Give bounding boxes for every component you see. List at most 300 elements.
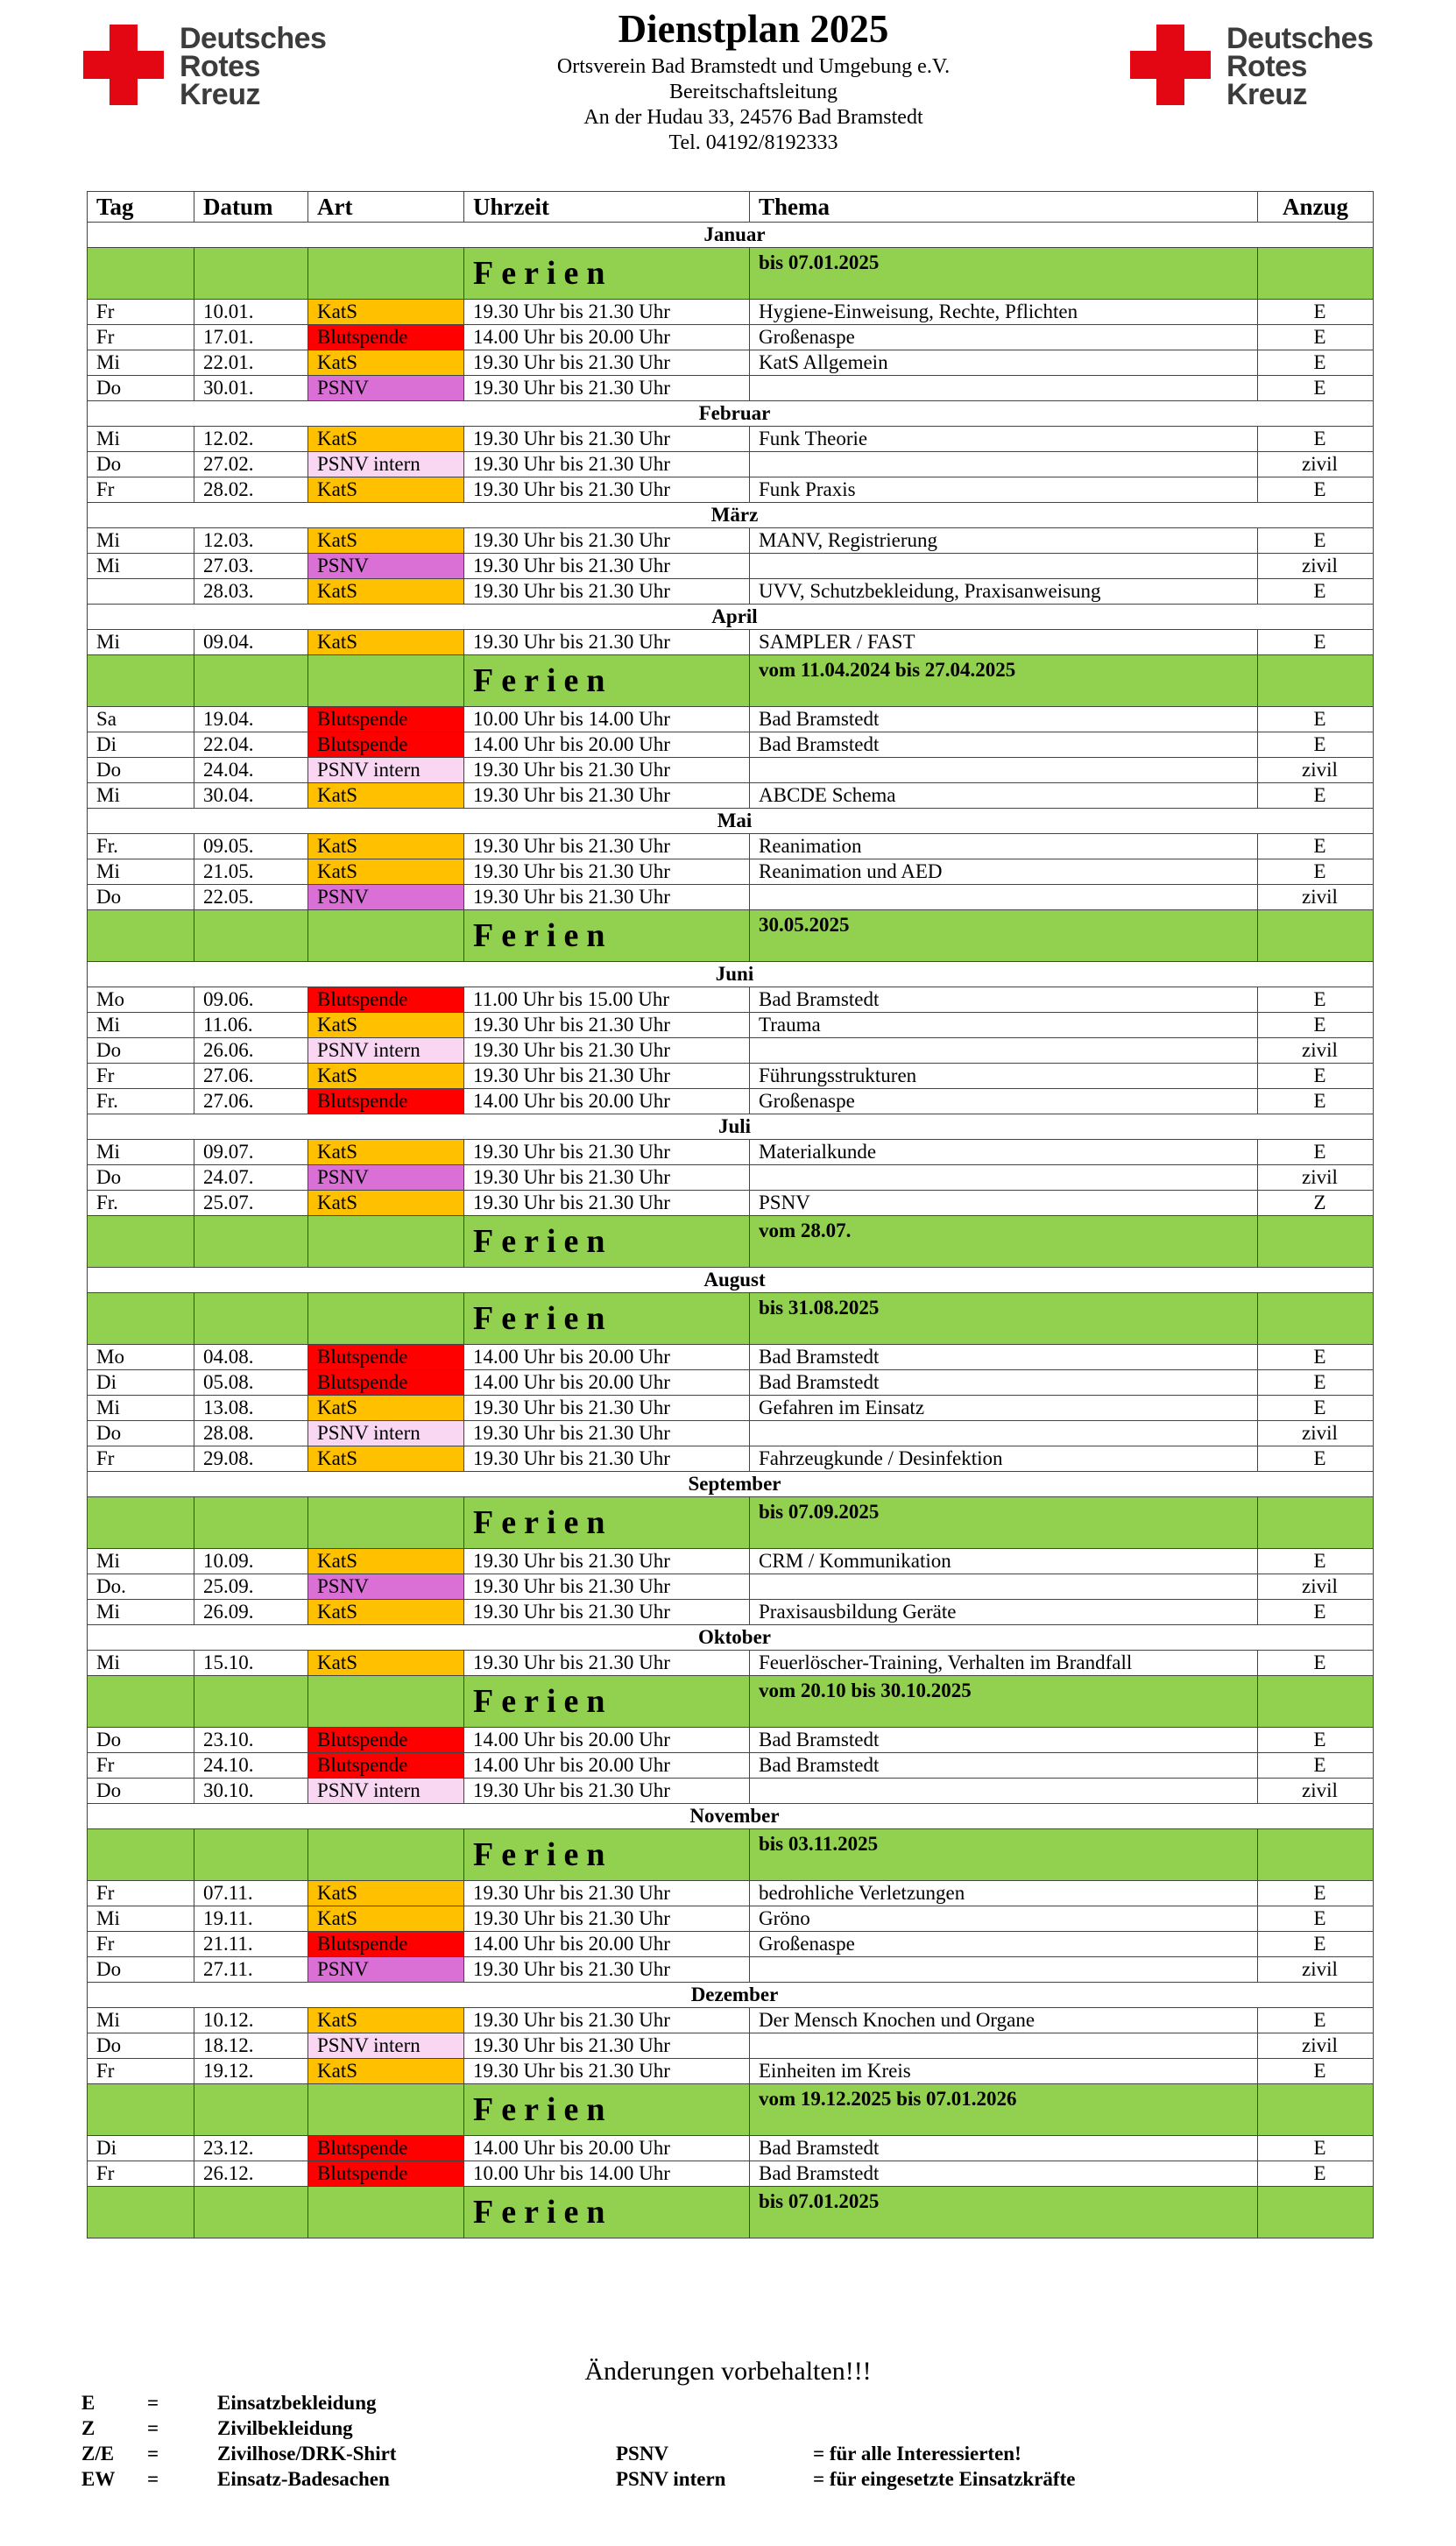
cell-thema: Bad Bramstedt [750,1370,1258,1396]
cell-art: KatS [308,1881,464,1906]
cell-anzug: E [1258,1013,1374,1038]
cell-art: KatS [308,1396,464,1421]
cell-thema: Bad Bramstedt [750,732,1258,758]
cell-datum: 04.08. [194,1345,308,1370]
cell-datum: 09.04. [194,630,308,655]
ferien-label: Ferien [464,1216,750,1268]
cell-anzug: E [1258,1140,1374,1165]
cell-tag: Do [88,1728,194,1753]
cell-datum: 09.07. [194,1140,308,1165]
cell-anzug: E [1258,2059,1374,2084]
cell-tag: Sa [88,707,194,732]
cell-uhrzeit: 14.00 Uhr bis 20.00 Uhr [464,1728,750,1753]
table-row [88,325,1374,350]
cell-thema: Funk Praxis [750,477,1258,503]
cell-art: KatS [308,834,464,859]
cell-thema: Bad Bramstedt [750,707,1258,732]
cell-art: KatS [308,300,464,325]
page-header [0,0,1456,175]
ferien-empty-cell [308,1676,464,1728]
legend-code: Z/E [81,2443,115,2465]
cell-thema: Bad Bramstedt [750,987,1258,1013]
table-header-row [88,192,1374,223]
cell-thema: PSNV [750,1191,1258,1216]
cell-tag: Fr [88,300,194,325]
cell-anzug: E [1258,987,1374,1013]
table-row [88,300,1374,325]
table-row [88,630,1374,655]
table-row [88,2161,1374,2187]
table-row [88,2136,1374,2161]
cell-datum: 28.02. [194,477,308,503]
cell-uhrzeit: 19.30 Uhr bis 21.30 Uhr [464,2033,750,2059]
cell-uhrzeit: 14.00 Uhr bis 20.00 Uhr [464,2136,750,2161]
table-row [88,885,1374,910]
ferien-row [88,1497,1374,1549]
cell-uhrzeit: 19.30 Uhr bis 21.30 Uhr [464,1957,750,1983]
cell-tag: Do [88,2033,194,2059]
ferien-label: Ferien [464,248,750,300]
cell-datum: 21.05. [194,859,308,885]
table-row [88,1549,1374,1574]
cell-tag: Fr [88,1064,194,1089]
cell-datum: 12.03. [194,528,308,554]
cell-uhrzeit: 14.00 Uhr bis 20.00 Uhr [464,1932,750,1957]
cell-anzug: Z [1258,1191,1374,1216]
cell-datum: 10.12. [194,2008,308,2033]
cell-uhrzeit: 14.00 Uhr bis 20.00 Uhr [464,1753,750,1779]
cell-anzug: E [1258,707,1374,732]
red-cross-icon [1130,25,1211,105]
cell-anzug: zivil [1258,885,1374,910]
cell-uhrzeit: 19.30 Uhr bis 21.30 Uhr [464,1191,750,1216]
cell-anzug: E [1258,1549,1374,1574]
cell-tag: Do [88,1165,194,1191]
month-label: September [88,1472,1374,1497]
cell-tag: Fr [88,1881,194,1906]
cell-art: KatS [308,1446,464,1472]
cell-datum: 19.11. [194,1906,308,1932]
table-row [88,1728,1374,1753]
month-row [88,1983,1374,2008]
cell-uhrzeit: 10.00 Uhr bis 14.00 Uhr [464,2161,750,2187]
ferien-row [88,1829,1374,1881]
ferien-empty-cell [1258,1676,1374,1728]
cell-art: Blutspende [308,732,464,758]
cell-art: KatS [308,1191,464,1216]
cell-art: PSNV [308,885,464,910]
cell-datum: 22.01. [194,350,308,376]
cell-anzug: E [1258,1446,1374,1472]
ferien-empty-cell [1258,2187,1374,2238]
cell-uhrzeit: 19.30 Uhr bis 21.30 Uhr [464,300,750,325]
ferien-empty-cell [1258,1497,1374,1549]
ferien-empty-cell [194,1497,308,1549]
cell-uhrzeit: 19.30 Uhr bis 21.30 Uhr [464,1881,750,1906]
cell-art: KatS [308,1013,464,1038]
month-label: Januar [88,223,1374,248]
month-label: Oktober [88,1625,1374,1651]
cell-art: Blutspende [308,1728,464,1753]
cell-anzug: E [1258,1932,1374,1957]
table-row [88,859,1374,885]
cell-thema [750,376,1258,401]
cell-datum: 12.02. [194,427,308,452]
cell-art: KatS [308,579,464,605]
column-header-thema: Thema [750,192,1258,223]
table-row [88,477,1374,503]
cell-art: KatS [308,1549,464,1574]
cell-anzug: zivil [1258,1957,1374,1983]
cell-art: PSNV [308,376,464,401]
month-row [88,1114,1374,1140]
table-row [88,2008,1374,2033]
cell-uhrzeit: 14.00 Uhr bis 20.00 Uhr [464,1089,750,1114]
logo-line: Rotes [180,50,260,83]
legend-code: EW [81,2468,116,2490]
cell-tag: Do [88,885,194,910]
ferien-empty-cell [88,1497,194,1549]
ferien-empty-cell [88,910,194,962]
ferien-label: Ferien [464,2084,750,2136]
cell-art: PSNV intern [308,1421,464,1446]
table-row [88,758,1374,783]
table-row [88,1574,1374,1600]
ferien-empty-cell [88,248,194,300]
cell-thema: Bad Bramstedt [750,2136,1258,2161]
cell-datum: 10.01. [194,300,308,325]
ferien-row [88,248,1374,300]
cell-uhrzeit: 19.30 Uhr bis 21.30 Uhr [464,579,750,605]
ferien-period: vom 19.12.2025 bis 07.01.2026 [750,2084,1258,2136]
cell-anzug: E [1258,1881,1374,1906]
table-row [88,1370,1374,1396]
table-row [88,1089,1374,1114]
ferien-empty-cell [88,1676,194,1728]
cell-art: Blutspende [308,1089,464,1114]
ferien-empty-cell [88,2187,194,2238]
ferien-empty-cell [308,1497,464,1549]
ferien-empty-cell [1258,2084,1374,2136]
cell-art: KatS [308,1064,464,1089]
month-row [88,809,1374,834]
cell-tag: Do [88,1421,194,1446]
month-label: April [88,605,1374,630]
cell-thema: Bad Bramstedt [750,1728,1258,1753]
cell-thema: Einheiten im Kreis [750,2059,1258,2084]
cell-art: PSNV intern [308,758,464,783]
legend-equals: = [147,2392,159,2414]
month-label: November [88,1804,1374,1829]
cell-thema: ABCDE Schema [750,783,1258,809]
cell-datum: 22.04. [194,732,308,758]
month-label: Dezember [88,1983,1374,2008]
legend-row [81,2441,1163,2466]
table-row [88,528,1374,554]
cell-uhrzeit: 19.30 Uhr bis 21.30 Uhr [464,1549,750,1574]
month-label: August [88,1268,1374,1293]
cell-art: Blutspende [308,2161,464,2187]
cell-art: PSNV intern [308,452,464,477]
legend-psnv-intern-text: = für eingesetzte Einsatzkräfte [813,2468,1076,2490]
legend-row [81,2390,1163,2415]
cell-tag: Mi [88,1906,194,1932]
cell-thema: CRM / Kommunikation [750,1549,1258,1574]
cell-tag: Di [88,1370,194,1396]
cell-datum: 26.06. [194,1038,308,1064]
cell-thema [750,885,1258,910]
cell-tag: Fr. [88,1191,194,1216]
cell-uhrzeit: 14.00 Uhr bis 20.00 Uhr [464,732,750,758]
cell-thema [750,554,1258,579]
cell-tag: Mi [88,427,194,452]
cell-anzug: E [1258,1600,1374,1625]
ferien-label: Ferien [464,1829,750,1881]
cell-art: KatS [308,1651,464,1676]
cell-anzug: E [1258,834,1374,859]
cell-art: PSNV [308,1574,464,1600]
cell-tag: Fr. [88,834,194,859]
cell-anzug: E [1258,2008,1374,2033]
legend-equals: = [147,2443,159,2465]
table-row [88,1038,1374,1064]
cell-anzug: E [1258,300,1374,325]
table-row [88,1932,1374,1957]
cell-thema [750,1574,1258,1600]
cell-tag: Mi [88,859,194,885]
cell-art: KatS [308,2059,464,2084]
ferien-period: bis 07.09.2025 [750,1497,1258,1549]
ferien-label: Ferien [464,910,750,962]
cell-thema [750,2033,1258,2059]
cell-anzug: zivil [1258,1165,1374,1191]
ferien-period: vom 11.04.2024 bis 27.04.2025 [750,655,1258,707]
cell-art: PSNV intern [308,1779,464,1804]
table-row [88,1957,1374,1983]
cell-art: Blutspende [308,987,464,1013]
cell-datum: 23.10. [194,1728,308,1753]
cell-thema: Bad Bramstedt [750,1753,1258,1779]
cell-thema: Gefahren im Einsatz [750,1396,1258,1421]
cell-thema: Reanimation [750,834,1258,859]
cell-art: Blutspende [308,707,464,732]
table-row [88,1600,1374,1625]
cell-anzug: E [1258,1753,1374,1779]
cell-datum: 28.03. [194,579,308,605]
cell-art: KatS [308,350,464,376]
ferien-label: Ferien [464,655,750,707]
table-row [88,2033,1374,2059]
cell-anzug: E [1258,579,1374,605]
cell-datum: 19.04. [194,707,308,732]
cell-anzug: E [1258,376,1374,401]
table-row [88,987,1374,1013]
cell-tag: Mi [88,630,194,655]
cell-art: PSNV [308,1165,464,1191]
cell-anzug: E [1258,1396,1374,1421]
cell-datum: 26.12. [194,2161,308,2187]
cell-anzug: zivil [1258,1779,1374,1804]
table-row [88,452,1374,477]
cell-datum: 26.09. [194,1600,308,1625]
ferien-empty-cell [308,1293,464,1345]
cell-datum: 18.12. [194,2033,308,2059]
cell-anzug: E [1258,1906,1374,1932]
logo-line: Deutsches [1226,22,1374,55]
table-row [88,707,1374,732]
table-row [88,579,1374,605]
page-title: Dienstplan 2025 [618,7,889,51]
cell-uhrzeit: 19.30 Uhr bis 21.30 Uhr [464,2008,750,2033]
cell-anzug: zivil [1258,1038,1374,1064]
cell-art: PSNV [308,554,464,579]
column-header-datum: Datum [194,192,308,223]
cell-uhrzeit: 14.00 Uhr bis 20.00 Uhr [464,325,750,350]
table-row [88,1651,1374,1676]
cell-tag [88,579,194,605]
logo-wordmark [1226,22,1374,111]
legend-code: E [81,2392,95,2414]
cell-uhrzeit: 19.30 Uhr bis 21.30 Uhr [464,1013,750,1038]
org-name: Ortsverein Bad Bramstedt und Umgebung e.V. [556,55,951,78]
month-row [88,605,1374,630]
cell-datum: 25.09. [194,1574,308,1600]
cell-uhrzeit: 19.30 Uhr bis 21.30 Uhr [464,376,750,401]
cell-art: Blutspende [308,1345,464,1370]
table-row [88,350,1374,376]
cell-thema: Praxisausbildung Geräte [750,1600,1258,1625]
legend-row [81,2415,1163,2441]
cell-datum: 27.03. [194,554,308,579]
table-row [88,1013,1374,1038]
ferien-empty-cell [194,2084,308,2136]
cell-datum: 09.06. [194,987,308,1013]
cell-tag: Mi [88,783,194,809]
cell-thema: Materialkunde [750,1140,1258,1165]
table-row [88,1140,1374,1165]
cell-datum: 24.07. [194,1165,308,1191]
cell-uhrzeit: 19.30 Uhr bis 21.30 Uhr [464,1396,750,1421]
cell-art: KatS [308,427,464,452]
cell-thema: Bad Bramstedt [750,1345,1258,1370]
legend-text: Einsatzbekleidung [217,2392,377,2414]
ferien-period: vom 28.07. [750,1216,1258,1268]
cell-thema: Großenaspe [750,1089,1258,1114]
ferien-empty-cell [194,1829,308,1881]
cell-uhrzeit: 19.30 Uhr bis 21.30 Uhr [464,1165,750,1191]
cell-datum: 13.08. [194,1396,308,1421]
cell-tag: Fr [88,2161,194,2187]
cell-tag: Do [88,758,194,783]
table-row [88,1446,1374,1472]
cell-thema: Bad Bramstedt [750,2161,1258,2187]
cell-anzug: E [1258,1370,1374,1396]
cell-uhrzeit: 19.30 Uhr bis 21.30 Uhr [464,758,750,783]
legend-equals: = [147,2417,159,2439]
table-row [88,1881,1374,1906]
table-row [88,1064,1374,1089]
ferien-row [88,1216,1374,1268]
ferien-empty-cell [308,910,464,962]
logo-line: Deutsches [180,22,327,55]
table-row [88,1906,1374,1932]
schedule-table [87,191,1374,2238]
cell-uhrzeit: 19.30 Uhr bis 21.30 Uhr [464,1421,750,1446]
month-row [88,401,1374,427]
cell-tag: Mi [88,1651,194,1676]
cell-tag: Mo [88,987,194,1013]
cell-uhrzeit: 19.30 Uhr bis 21.30 Uhr [464,477,750,503]
ferien-row [88,1293,1374,1345]
table-row [88,427,1374,452]
cell-anzug: E [1258,2136,1374,2161]
ferien-empty-cell [1258,910,1374,962]
month-label: Juni [88,962,1374,987]
cell-thema [750,452,1258,477]
cell-anzug: E [1258,325,1374,350]
cell-art: Blutspende [308,1753,464,1779]
cell-uhrzeit: 19.30 Uhr bis 21.30 Uhr [464,1446,750,1472]
month-row [88,503,1374,528]
cell-uhrzeit: 19.30 Uhr bis 21.30 Uhr [464,1064,750,1089]
table-row [88,2059,1374,2084]
cell-thema: SAMPLER / FAST [750,630,1258,655]
cell-uhrzeit: 10.00 Uhr bis 14.00 Uhr [464,707,750,732]
cell-datum: 19.12. [194,2059,308,2084]
cell-art: PSNV intern [308,2033,464,2059]
drk-logo-left [83,22,327,111]
cell-tag: Mi [88,1396,194,1421]
ferien-row [88,655,1374,707]
cell-anzug: E [1258,1651,1374,1676]
ferien-empty-cell [88,655,194,707]
cell-datum: 09.05. [194,834,308,859]
table-row [88,1345,1374,1370]
ferien-period: bis 03.11.2025 [750,1829,1258,1881]
table-row [88,1396,1374,1421]
legend-psnv-text: = für alle Interessierten! [813,2443,1021,2465]
cell-anzug: E [1258,2161,1374,2187]
cell-anzug: zivil [1258,452,1374,477]
cell-uhrzeit: 19.30 Uhr bis 21.30 Uhr [464,859,750,885]
ferien-empty-cell [88,1829,194,1881]
cell-anzug: E [1258,477,1374,503]
cell-anzug: E [1258,1728,1374,1753]
cell-tag: Fr [88,477,194,503]
cell-datum: 27.06. [194,1089,308,1114]
legend-code: Z [81,2417,95,2439]
cell-datum: 25.07. [194,1191,308,1216]
cell-tag: Do [88,1038,194,1064]
cell-thema [750,1165,1258,1191]
cell-datum: 30.10. [194,1779,308,1804]
cell-art: PSNV intern [308,1038,464,1064]
cell-anzug: E [1258,528,1374,554]
ferien-empty-cell [308,2187,464,2238]
cell-thema [750,1421,1258,1446]
cell-tag: Fr [88,325,194,350]
cell-thema [750,1038,1258,1064]
cell-tag: Di [88,2136,194,2161]
ferien-period: bis 31.08.2025 [750,1293,1258,1345]
ferien-empty-cell [194,1216,308,1268]
org-address: An der Hudau 33, 24576 Bad Bramstedt [583,106,923,129]
table-row [88,1191,1374,1216]
cell-thema: Hygiene-Einweisung, Rechte, Pflichten [750,300,1258,325]
ferien-period: bis 07.01.2025 [750,248,1258,300]
cell-uhrzeit: 19.30 Uhr bis 21.30 Uhr [464,554,750,579]
cell-tag: Mi [88,1013,194,1038]
